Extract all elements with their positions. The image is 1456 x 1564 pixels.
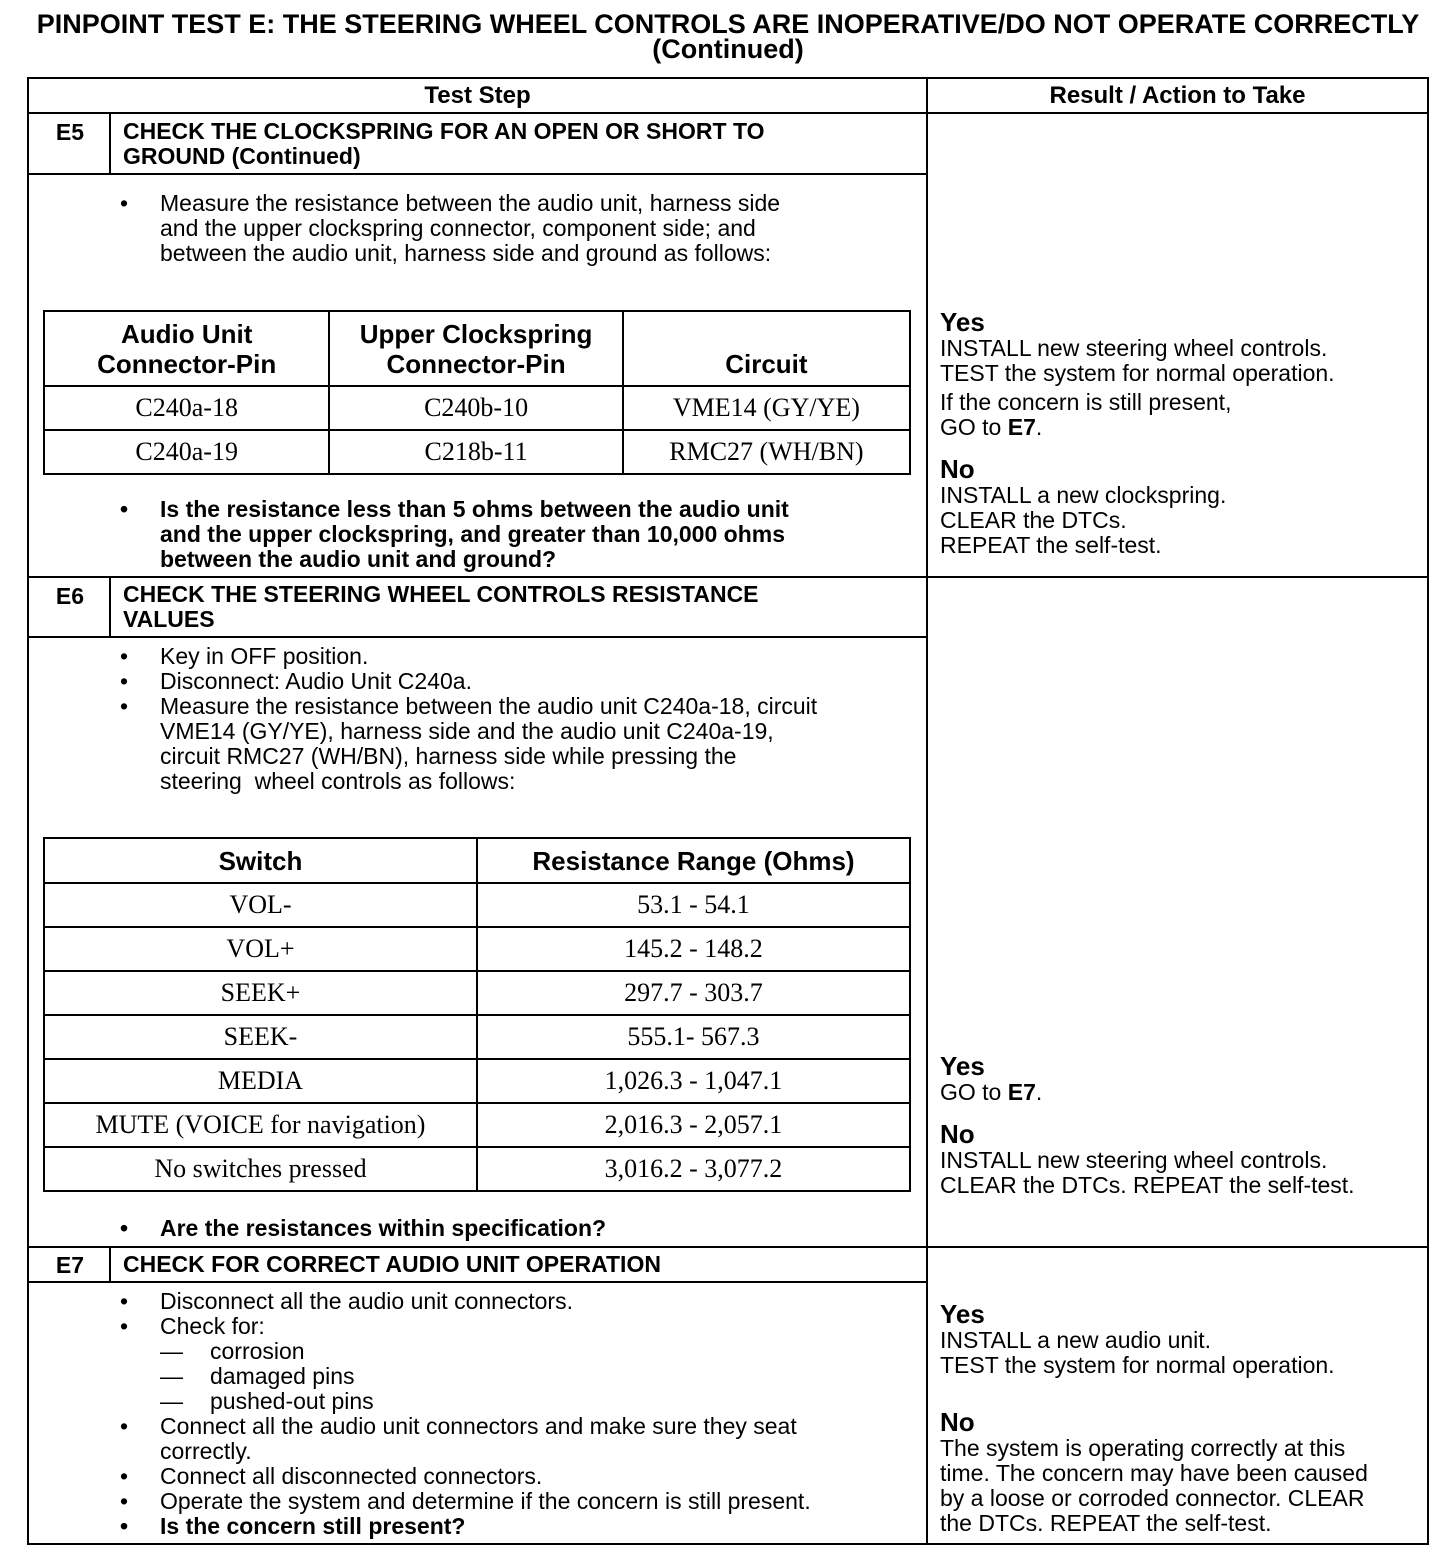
table-cell: C218b-11 [329,430,622,474]
table-cell: MUTE (VOICE for navigation) [44,1103,477,1147]
e6-title-line: CHECK THE STEERING WHEEL CONTROLS RESISTANCE [123,581,759,607]
table-cell: No switches pressed [44,1147,477,1191]
e6-no-line: INSTALL new steering wheel controls. [940,1147,1328,1173]
e6-no-heading: No [940,1119,975,1149]
table-cell: C240a-18 [44,386,329,430]
e5-result [940,309,1335,558]
goto-period: . [1035,1079,1043,1105]
table-cell: MEDIA [44,1059,477,1103]
e5-yes-goto [940,415,1335,440]
e5-no-line: REPEAT the self-test. [940,532,1162,558]
e7-step-check-for: Check for: [160,1313,265,1339]
column-divider [926,77,928,1545]
table-header-cell [44,311,329,386]
bullet-glyph: • [120,1413,129,1439]
e6-question-text: Are the resistances within specification? [160,1215,607,1241]
e7-instructions [120,1289,811,1539]
table-cell: SEEK+ [44,971,477,1015]
e7-step-connect-all: Connect all disconnected connectors. [160,1463,543,1489]
table-row [44,1015,910,1059]
table-cell: 53.1 - 54.1 [477,883,910,927]
e5-measure-line: Measure the resistance between the audio unit, harness side [160,190,781,216]
table-cell: VOL+ [44,927,477,971]
e6-yes-heading: Yes [940,1051,985,1081]
e6-step-key-off: Key in OFF position. [160,643,369,669]
e6-no-line: CLEAR the DTCs. REPEAT the self-test. [940,1172,1355,1198]
header-line: Upper Clockspring [359,318,593,349]
e5-question-line: between the audio unit and ground? [160,546,557,572]
table-row [44,883,910,927]
table-cell: 555.1- 567.3 [477,1015,910,1059]
e7-connect-line: correctly. [160,1438,252,1464]
dash-glyph: — [160,1338,183,1364]
e5-no-line: CLEAR the DTCs. [940,507,1127,533]
e5-step-title [123,119,764,169]
e5-title-divider [27,173,927,175]
e6-result [940,1053,1355,1198]
e5-no-line: INSTALL a new clockspring. [940,482,1227,508]
table-cell: C240b-10 [329,386,622,430]
table-cell: 297.7 - 303.7 [477,971,910,1015]
e5-question-line: and the upper clockspring, and greater than 10,000 ohms [160,521,785,547]
e7-no-line: time. The concern may have been caused [940,1460,1368,1486]
page-title [0,9,1456,64]
table-row [44,386,910,430]
step-divider-e6 [27,576,1429,578]
table-cell: 3,016.2 - 3,077.2 [477,1147,910,1191]
bullet-glyph: • [120,1513,129,1539]
e6-instructions [120,644,817,794]
e6-title-line: VALUES [123,606,215,632]
e7-title-divider [27,1281,927,1283]
e5-yes-line: INSTALL new steering wheel controls. [940,335,1328,361]
bullet-glyph: • [120,1488,129,1514]
goto-period: . [1035,414,1043,440]
e7-step-operate: Operate the system and determine if the concern is still present. [160,1488,811,1514]
table-row [44,1059,910,1103]
e5-yes-line: TEST the system for normal operation. [940,360,1335,386]
e7-no-line: the DTCs. REPEAT the self-test. [940,1510,1272,1536]
dash-glyph: — [160,1388,183,1414]
e5-question-line: Is the resistance less than 5 ohms between the audio unit [160,496,789,522]
e7-connect-line: Connect all the audio unit connectors and make sure they seat [160,1413,797,1439]
table-cell: RMC27 (WH/BN) [623,430,910,474]
e6-measure-line: circuit RMC27 (WH/BN), harness side while pressing the [160,743,737,769]
goto-step-ref: E7 [1007,1079,1036,1105]
bullet-glyph: • [120,1463,129,1489]
e7-no-line: The system is operating correctly at this [940,1435,1346,1461]
table-header-cell [623,311,910,386]
header-line: Connector-Pin [97,348,277,379]
table-cell: VOL- [44,883,477,927]
table-row [44,430,910,474]
e5-title-line: CHECK THE CLOCKSPRING FOR AN OPEN OR SHORT TO [123,118,765,144]
dash-glyph: — [160,1363,183,1389]
table-cell: 2,016.3 - 2,057.1 [477,1103,910,1147]
header-divider [27,112,1429,114]
table-header-cell: Resistance Range (Ohms) [477,838,910,883]
e5-measure-instruction [120,191,780,266]
e6-resistance-table [43,837,911,1192]
e6-question [120,1216,606,1241]
bullet-glyph: • [120,1313,129,1339]
table-cell: C240a-19 [44,430,329,474]
e7-check-item: damaged pins [210,1363,355,1389]
header-line: Circuit [725,349,808,379]
header-line: Audio Unit [120,318,253,349]
goto-text: GO to [940,1079,1008,1105]
step-divider-e7 [27,1246,1429,1248]
e6-title-divider [27,636,927,638]
e7-check-item: corrosion [210,1338,305,1364]
table-header-cell: Switch [44,838,477,883]
bullet-glyph: • [120,643,129,669]
e7-yes-line: TEST the system for normal operation. [940,1352,1335,1378]
e5-question [120,497,789,572]
e7-check-item: pushed-out pins [210,1388,374,1414]
e7-result [940,1301,1368,1536]
e7-yes-line: INSTALL a new audio unit. [940,1327,1212,1353]
e5-yes-heading: Yes [940,307,985,337]
e7-step-disconnect: Disconnect all the audio unit connectors. [160,1288,573,1314]
header-line: Connector-Pin [386,348,566,379]
e6-step-title [123,582,759,632]
table-cell: VME14 (GY/YE) [623,386,910,430]
goto-text: GO to [940,414,1008,440]
bullet-glyph: • [120,668,129,694]
e5-measure-line: between the audio unit, harness side and ground as follows: [160,240,772,266]
e7-step-title: CHECK FOR CORRECT AUDIO UNIT OPERATION [123,1251,661,1277]
e7-step-id: E7 [55,1252,85,1278]
table-row [44,927,910,971]
e7-question-text: Is the concern still present? [160,1513,466,1539]
table-cell: 1,026.3 - 1,047.1 [477,1059,910,1103]
e6-measure-line: Measure the resistance between the audio unit C240a-18, circuit [160,693,818,719]
e6-yes-goto [940,1080,1355,1105]
e6-step-disconnect: Disconnect: Audio Unit C240a. [160,668,472,694]
e6-measure-line: steering wheel controls as follows: [160,768,516,794]
e5-no-heading: No [940,454,975,484]
e5-connector-table [43,310,911,475]
table-header-cell [329,311,622,386]
goto-step-ref: E7 [1007,414,1036,440]
e6-measure-line: VME14 (GY/YE), harness side and the audio unit C240a-19, [160,718,774,744]
bullet-glyph: • [120,1215,129,1241]
bullet-glyph: • [120,190,129,216]
e7-no-heading: No [940,1407,975,1437]
header-test-step: Test Step [424,82,531,109]
table-cell: SEEK- [44,1015,477,1059]
table-row [44,971,910,1015]
e7-yes-heading: Yes [940,1299,985,1329]
header-result: Result / Action to Take [1049,82,1306,109]
e5-step-id: E5 [55,119,85,145]
page-title-text: PINPOINT TEST E: THE STEERING WHEEL CONTROLS ARE INOPERATIVE/DO NOT OPERATE CORRECTLY (Continued) [36,9,1420,64]
e7-no-line: by a loose or corroded connector. CLEAR [940,1485,1365,1511]
table-cell: 145.2 - 148.2 [477,927,910,971]
e5-yes-line: If the concern is still present, [940,389,1232,415]
e6-step-id: E6 [55,583,85,609]
bullet-glyph: • [120,496,129,522]
table-row [44,1103,910,1147]
e5-measure-line: and the upper clockspring connector, component side; and [160,215,756,241]
bullet-glyph: • [120,1288,129,1314]
e5-title-line: GROUND (Continued) [123,143,361,169]
table-row [44,1147,910,1191]
bullet-glyph: • [120,693,129,719]
